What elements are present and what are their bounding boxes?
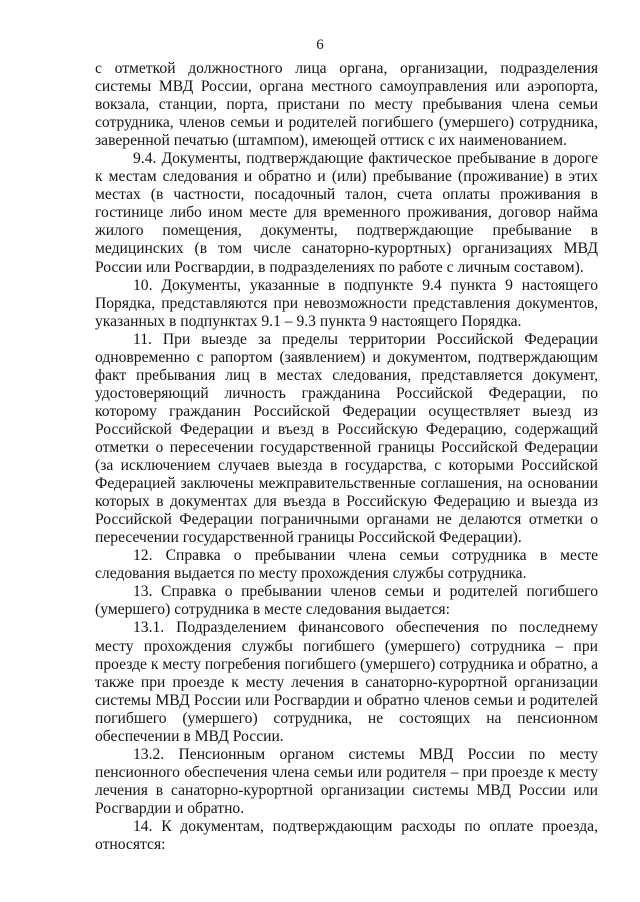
paragraph-13-1: 13.1. Подразделением финансового обеспечения по последнему месту прохождения службы погибшего (умершего) сотрудника – при проезде к месту погребения погибшего (умершего) сотрудника и обратно, а также при проезде к месту лечения в санаторно-курортной организации системы МВД России или Росгвардии и обратно членов семьи и родителей погибшего (умершего) сотрудника, не состоящих на пенсионном обеспечении в МВД России.	[95, 619, 598, 745]
paragraph-continuation: с отметкой должностного лица органа, организации, подразделения системы МВД России, органа местного самоуправления или аэропорта, вокзала, станции, порта, пристани по месту пребывания члена семьи сотрудника, членов семьи и родителей погибшего (умершего) сотрудника, заверенной печатью (штампом), имеющей оттиск с их наименованием.	[95, 60, 598, 150]
paragraph-14: 14. К документам, подтверждающим расходы по оплате проезда, относятся:	[95, 817, 598, 854]
document-body	[95, 60, 598, 854]
paragraph-9-4: 9.4. Документы, подтверждающие фактическое пребывание в дороге к местам следования и обратно и (или) пребывание (проживание) в этих местах (в частности, посадочный талон, счета оплаты проживания в гостинице либо ином месте для временного проживания, договор найма жилого помещения, документы, подтверждающие пребывание в медицинских (в том числе санаторно-курортных) организациях МВД России или Росгвардии, в подразделениях по работе с личным составом).	[95, 150, 598, 276]
paragraph-13: 13. Справка о пребывании членов семьи и родителей погибшего (умершего) сотрудника в месте следования выдается:	[95, 583, 598, 619]
page-number: 6	[316, 37, 324, 53]
paragraph-11: 11. При выезде за пределы территории Российской Федерации одновременно с рапортом (заявлением) и документом, подтверждающим факт пребывания лиц в местах следования, представляется документ, удостоверяющий личность гражданина Российской Федерации, по которому гражданин Российской Федерации осуществляет выезд из Российской Федерации и въезд в Российскую Федерацию, содержащий отметки о пересечении государственной границы Российской Федерации (за исключением случаев выезда в государства, с которыми Российской Федерацией заключены межправительственные соглашения, на основании которых в документах для въезда в Российскую Федерацию и выезда из Российской Федерации пограничными органами не делаются отметки о пересечении государственной границы Российской Федерации).	[95, 330, 598, 547]
paragraph-12: 12. Справка о пребывании члена семьи сотрудника в месте следования выдается по месту прохождения службы сотрудника.	[95, 547, 598, 583]
paragraph-10: 10. Документы, указанные в подпункте 9.4 пункта 9 настоящего Порядка, представляются при невозможности представления документов, указанных в подпунктах 9.1 – 9.3 пункта 9 настоящего Порядка.	[95, 276, 598, 330]
paragraph-13-2: 13.2. Пенсионным органом системы МВД России по месту пенсионного обеспечения члена семьи или родителя – при проезде к месту лечения в санаторно-курортной организации системы МВД России или Росгвардии и обратно.	[95, 745, 598, 817]
